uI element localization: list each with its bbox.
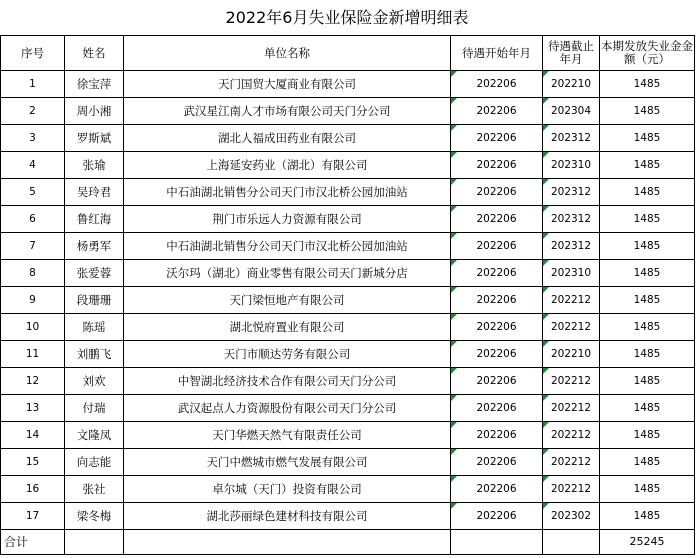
seq-cell[interactable]: 6 <box>1 206 65 233</box>
name-cell[interactable]: 刘鹏飞 <box>65 341 124 368</box>
table-title: 2022年6月失业保险金新增明细表 <box>225 8 469 27</box>
table-row <box>1 233 695 260</box>
amount-cell[interactable]: 1485 <box>600 98 695 125</box>
unit-cell[interactable]: 中石油湖北销售分公司天门市汉北桥公园加油站 <box>124 233 451 260</box>
seq-cell[interactable]: 3 <box>1 125 65 152</box>
table-body <box>1 71 695 530</box>
name-cell[interactable]: 付瑞 <box>65 395 124 422</box>
start-date-cell[interactable]: 202206 <box>451 233 543 260</box>
start-date-cell[interactable]: 202206 <box>451 287 543 314</box>
seq-cell[interactable]: 10 <box>1 314 65 341</box>
amount-cell[interactable]: 1485 <box>600 179 695 206</box>
start-date-cell[interactable]: 202206 <box>451 503 543 530</box>
header-row <box>1 36 695 71</box>
unit-cell[interactable]: 荆门市乐远人力资源有限公司 <box>124 206 451 233</box>
table-row <box>1 179 695 206</box>
amount-cell[interactable]: 1485 <box>600 422 695 449</box>
name-cell[interactable]: 段珊珊 <box>65 287 124 314</box>
seq-cell[interactable]: 15 <box>1 449 65 476</box>
amount-cell[interactable]: 1485 <box>600 260 695 287</box>
start-date-cell[interactable]: 202206 <box>451 206 543 233</box>
name-cell[interactable]: 徐宝萍 <box>65 71 124 98</box>
seq-cell[interactable]: 14 <box>1 422 65 449</box>
amount-cell[interactable]: 1485 <box>600 287 695 314</box>
seq-cell[interactable]: 2 <box>1 98 65 125</box>
name-cell[interactable]: 杨勇军 <box>65 233 124 260</box>
amount-cell[interactable]: 1485 <box>600 152 695 179</box>
unit-cell[interactable]: 天门市顺达劳务有限公司 <box>124 341 451 368</box>
total-row <box>1 530 695 555</box>
total-label[interactable]: 合计 <box>1 530 65 555</box>
start-date-cell[interactable]: 202206 <box>451 341 543 368</box>
amount-cell[interactable]: 1485 <box>600 368 695 395</box>
amount-cell[interactable]: 1485 <box>600 233 695 260</box>
table-row <box>1 260 695 287</box>
unit-cell[interactable]: 卓尔城（天门）投资有限公司 <box>124 476 451 503</box>
unit-cell[interactable]: 沃尔玛（湖北）商业零售有限公司天门新城分店 <box>124 260 451 287</box>
amount-cell[interactable]: 1485 <box>600 206 695 233</box>
table-row <box>1 449 695 476</box>
name-cell[interactable]: 周小湘 <box>65 98 124 125</box>
seq-cell[interactable]: 17 <box>1 503 65 530</box>
unit-cell[interactable]: 天门中燃城市燃气发展有限公司 <box>124 449 451 476</box>
start-date-cell[interactable]: 202206 <box>451 368 543 395</box>
table-row <box>1 368 695 395</box>
end-date-cell[interactable]: 202210 <box>543 71 600 98</box>
table-row <box>1 476 695 503</box>
seq-cell[interactable]: 11 <box>1 341 65 368</box>
amount-cell[interactable]: 1485 <box>600 125 695 152</box>
end-date-cell[interactable]: 202310 <box>543 260 600 287</box>
end-date-cell[interactable]: 202210 <box>543 341 600 368</box>
start-date-cell[interactable]: 202206 <box>451 422 543 449</box>
name-cell[interactable]: 文隆凤 <box>65 422 124 449</box>
end-date-cell[interactable]: 202212 <box>543 476 600 503</box>
end-date-cell[interactable]: 202310 <box>543 152 600 179</box>
unit-cell[interactable]: 中石油湖北销售分公司天门市汉北桥公园加油站 <box>124 179 451 206</box>
name-cell[interactable]: 张瑜 <box>65 152 124 179</box>
seq-cell[interactable]: 5 <box>1 179 65 206</box>
unit-cell[interactable]: 天门国贸大厦商业有限公司 <box>124 71 451 98</box>
unit-cell[interactable]: 武汉起点人力资源股份有限公司天门分公司 <box>124 395 451 422</box>
table-row <box>1 395 695 422</box>
end-date-cell[interactable]: 202304 <box>543 98 600 125</box>
seq-cell[interactable]: 16 <box>1 476 65 503</box>
table-row <box>1 152 695 179</box>
amount-cell[interactable]: 1485 <box>600 476 695 503</box>
name-cell[interactable]: 陈瑶 <box>65 314 124 341</box>
unit-cell[interactable]: 上海延安药业（湖北）有限公司 <box>124 152 451 179</box>
seq-cell[interactable]: 8 <box>1 260 65 287</box>
end-date-cell[interactable]: 202302 <box>543 503 600 530</box>
unit-cell[interactable]: 武汉星江南人才市场有限公司天门分公司 <box>124 98 451 125</box>
start-date-cell[interactable]: 202206 <box>451 314 543 341</box>
end-date-cell[interactable]: 202212 <box>543 368 600 395</box>
start-date-cell[interactable]: 202206 <box>451 71 543 98</box>
table-row <box>1 125 695 152</box>
table-row <box>1 206 695 233</box>
name-cell[interactable]: 鲁红海 <box>65 206 124 233</box>
amount-cell[interactable]: 1485 <box>600 314 695 341</box>
start-date-cell[interactable]: 202206 <box>451 260 543 287</box>
start-date-cell[interactable]: 202206 <box>451 395 543 422</box>
header-seq[interactable]: 序号 <box>1 36 65 71</box>
unemployment-benefit-table <box>0 35 695 555</box>
end-date-cell[interactable]: 202212 <box>543 395 600 422</box>
seq-cell[interactable]: 4 <box>1 152 65 179</box>
name-cell[interactable]: 张社 <box>65 476 124 503</box>
unit-cell[interactable]: 湖北莎丽绿色建材科技有限公司 <box>124 503 451 530</box>
seq-cell[interactable]: 12 <box>1 368 65 395</box>
total-empty-cell[interactable] <box>65 530 124 555</box>
unit-cell[interactable]: 湖北人福成田药业有限公司 <box>124 125 451 152</box>
header-start[interactable]: 待遇开始年月 <box>451 36 543 71</box>
name-cell[interactable]: 向志能 <box>65 449 124 476</box>
amount-cell[interactable]: 1485 <box>600 449 695 476</box>
total-empty-cell[interactable] <box>543 530 600 555</box>
end-date-cell[interactable]: 202312 <box>543 206 600 233</box>
total-amount[interactable]: 25245 <box>600 530 695 555</box>
end-date-cell[interactable]: 202212 <box>543 287 600 314</box>
end-date-cell[interactable]: 202212 <box>543 314 600 341</box>
name-cell[interactable]: 张爱蓉 <box>65 260 124 287</box>
end-date-cell[interactable]: 202312 <box>543 179 600 206</box>
table-row <box>1 71 695 98</box>
start-date-cell[interactable]: 202206 <box>451 449 543 476</box>
header-unit[interactable]: 单位名称 <box>124 36 451 71</box>
name-cell[interactable]: 罗斯斌 <box>65 125 124 152</box>
name-cell[interactable]: 刘欢 <box>65 368 124 395</box>
end-date-cell[interactable]: 202212 <box>543 422 600 449</box>
unit-cell[interactable]: 天门华燃天然气有限责任公司 <box>124 422 451 449</box>
name-cell[interactable]: 梁冬梅 <box>65 503 124 530</box>
unit-cell[interactable]: 天门梁恒地产有限公司 <box>124 287 451 314</box>
end-date-cell[interactable]: 202312 <box>543 233 600 260</box>
table-row <box>1 503 695 530</box>
unit-cell[interactable]: 湖北悦府置业有限公司 <box>124 314 451 341</box>
amount-cell[interactable]: 1485 <box>600 503 695 530</box>
seq-cell[interactable]: 9 <box>1 287 65 314</box>
amount-cell[interactable]: 1485 <box>600 71 695 98</box>
start-date-cell[interactable]: 202206 <box>451 152 543 179</box>
table-row <box>1 341 695 368</box>
table-row <box>1 98 695 125</box>
start-date-cell[interactable]: 202206 <box>451 125 543 152</box>
amount-cell[interactable]: 1485 <box>600 395 695 422</box>
seq-cell[interactable]: 1 <box>1 71 65 98</box>
header-amount[interactable]: 本期发放失业金金额（元） <box>600 36 695 71</box>
header-name[interactable]: 姓名 <box>65 36 124 71</box>
start-date-cell[interactable]: 202206 <box>451 98 543 125</box>
table-row <box>1 422 695 449</box>
table-row <box>1 287 695 314</box>
start-date-cell[interactable]: 202206 <box>451 179 543 206</box>
header-end[interactable]: 待遇截止年月 <box>543 36 600 71</box>
amount-cell[interactable]: 1485 <box>600 341 695 368</box>
name-cell[interactable]: 吴玲君 <box>65 179 124 206</box>
seq-cell[interactable]: 13 <box>1 395 65 422</box>
total-empty-cell[interactable] <box>124 530 451 555</box>
unit-cell[interactable]: 中智湖北经济技术合作有限公司天门分公司 <box>124 368 451 395</box>
end-date-cell[interactable]: 202312 <box>543 125 600 152</box>
seq-cell[interactable]: 7 <box>1 233 65 260</box>
start-date-cell[interactable]: 202206 <box>451 476 543 503</box>
total-empty-cell[interactable] <box>451 530 543 555</box>
end-date-cell[interactable]: 202212 <box>543 449 600 476</box>
table-row <box>1 314 695 341</box>
